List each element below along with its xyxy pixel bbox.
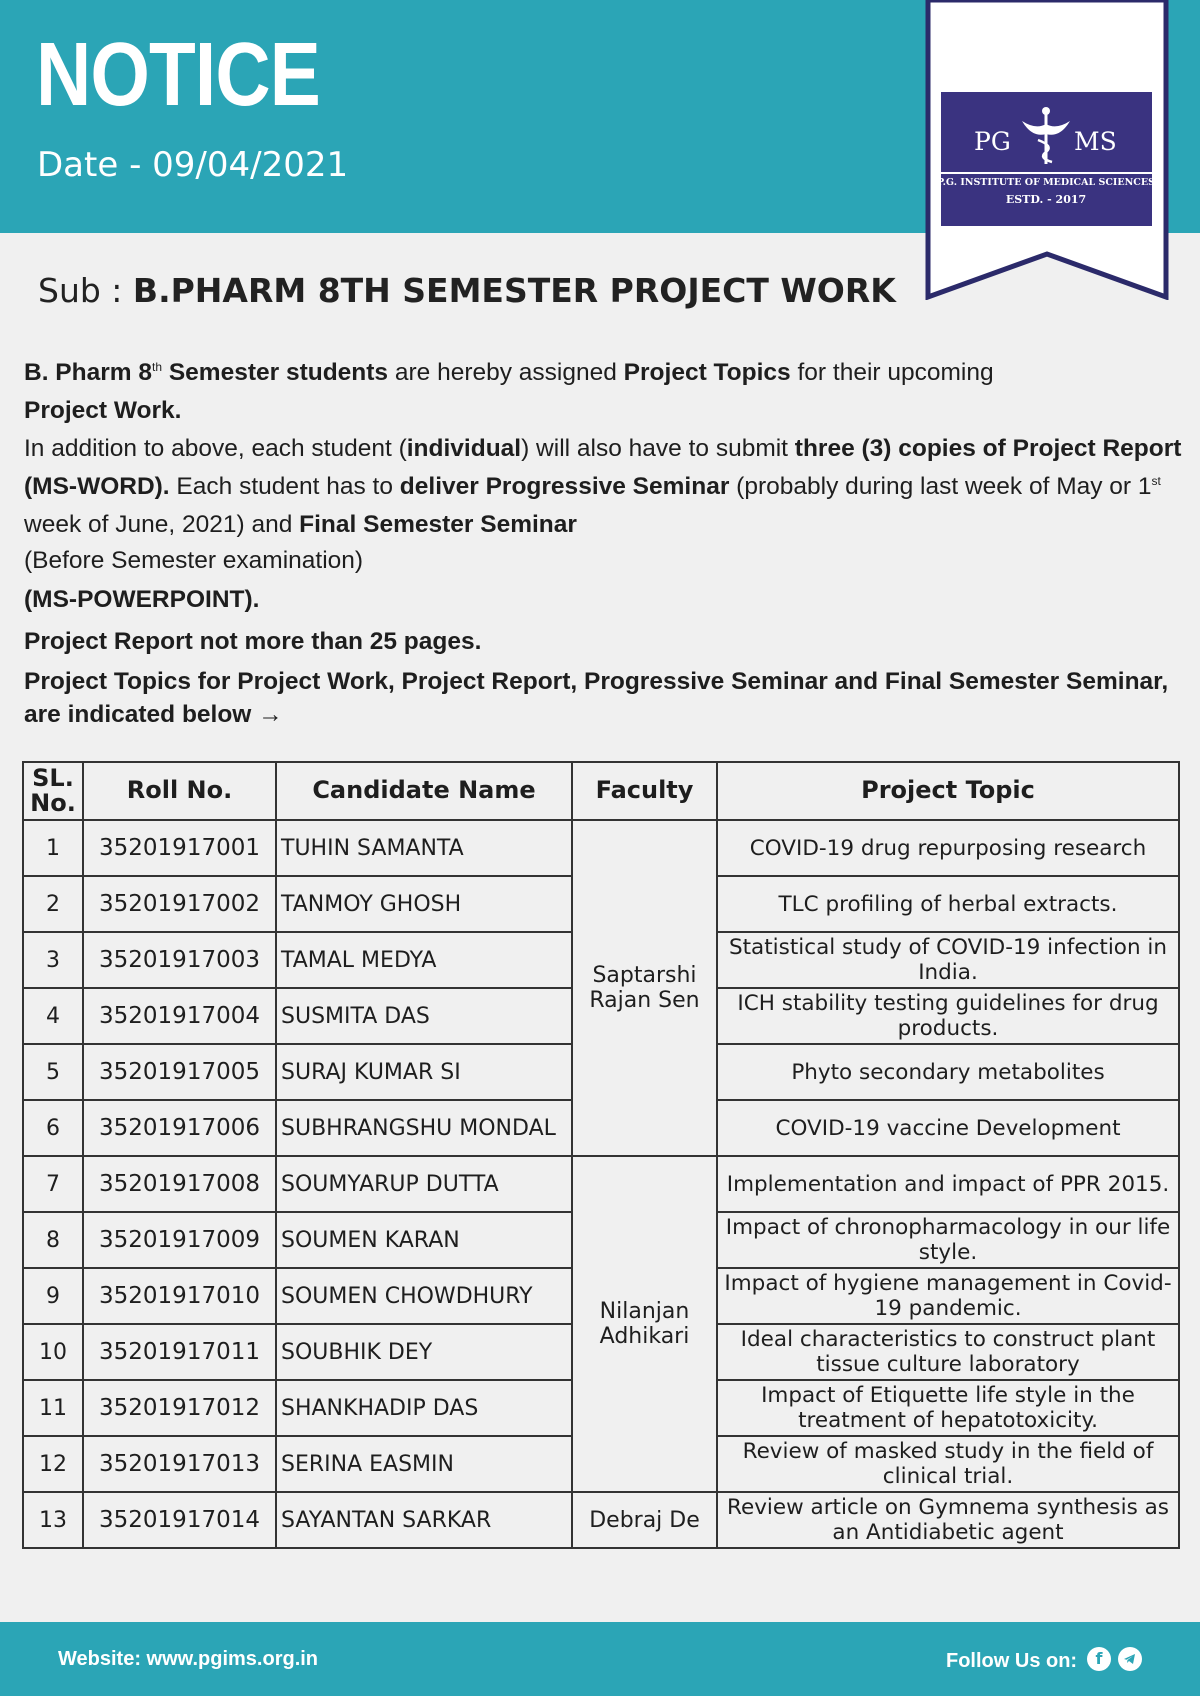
cell-sl: 10 [23, 1324, 83, 1380]
cell-roll: 35201917011 [83, 1324, 276, 1380]
cell-sl: 1 [23, 820, 83, 876]
follow-us-label: Follow Us on: [946, 1650, 1078, 1672]
cell-sl: 2 [23, 876, 83, 932]
cell-sl: 5 [23, 1044, 83, 1100]
cell-name: SURAJ KUMAR SI [276, 1044, 572, 1100]
text: for their upcoming [790, 359, 994, 386]
text: (probably during last week of May or 1 [729, 473, 1152, 500]
cell-name: TAMAL MEDYA [276, 932, 572, 988]
cell-sl: 3 [23, 932, 83, 988]
paragraph-page-limit [24, 623, 1184, 661]
superscript: th [152, 359, 163, 374]
cell-topic: Impact of chronopharmacology in our life style. [717, 1212, 1179, 1268]
table-row [23, 1492, 1179, 1548]
text-bold: B. Pharm 8 [24, 359, 152, 386]
text-bold: Project Report not more than 25 pages. [24, 628, 482, 655]
logo-text-left: PG [974, 127, 1011, 156]
header-roll-no: Roll No. [83, 762, 276, 820]
project-topics-table [22, 761, 1180, 1549]
cell-sl: 8 [23, 1212, 83, 1268]
subject-prefix: Sub : [38, 271, 133, 310]
header-faculty: Faculty [572, 762, 717, 820]
cell-topic: Impact of hygiene management in Covid-19 pandemic. [717, 1268, 1179, 1324]
cell-sl: 13 [23, 1492, 83, 1548]
header-candidate-name: Candidate Name [276, 762, 572, 820]
cell-name: SAYANTAN SARKAR [276, 1492, 572, 1548]
cell-roll: 35201917014 [83, 1492, 276, 1548]
cell-roll: 35201917009 [83, 1212, 276, 1268]
cell-roll: 35201917013 [83, 1436, 276, 1492]
cell-faculty: Debraj De [572, 1492, 717, 1548]
text: ) will also have to submit [521, 435, 795, 462]
cell-roll: 35201917002 [83, 876, 276, 932]
paragraph-topics-intro [24, 665, 1184, 731]
text-bold: deliver Progressive Seminar [399, 473, 730, 500]
institute-name: P.G. INSTITUTE OF MEDICAL SCIENCES [937, 177, 1155, 188]
cell-name: SUSMITA DAS [276, 988, 572, 1044]
text: In addition to above, each student ( [24, 435, 407, 462]
cell-sl: 9 [23, 1268, 83, 1324]
notice-date: Date - 09/04/2021 [37, 145, 349, 185]
header-sl-no: SL. No. [23, 762, 83, 820]
cell-faculty: Saptarshi Rajan Sen [572, 820, 717, 1156]
cell-roll: 35201917001 [83, 820, 276, 876]
cell-name: SUBHRANGSHU MONDAL [276, 1100, 572, 1156]
cell-sl: 12 [23, 1436, 83, 1492]
cell-topic: TLC profiling of herbal extracts. [717, 876, 1179, 932]
cell-name: SOUMYARUP DUTTA [276, 1156, 572, 1212]
cell-roll: 35201917012 [83, 1380, 276, 1436]
footer-bar [0, 1622, 1200, 1696]
cell-topic: Review article on Gymnema synthesis as an Antidiabetic agent [717, 1492, 1179, 1548]
cell-name: SOUMEN KARAN [276, 1212, 572, 1268]
paragraph-assignment [24, 354, 1184, 430]
logo-text-right: MS [1074, 127, 1117, 156]
cell-topic: ICH stability testing guidelines for drug products. [717, 988, 1179, 1044]
cell-name: SHANKHADIP DAS [276, 1380, 572, 1436]
institute-badge [924, 0, 1170, 300]
cell-name: SOUBHIK DEY [276, 1324, 572, 1380]
cell-sl: 4 [23, 988, 83, 1044]
cell-topic: Phyto secondary metabolites [717, 1044, 1179, 1100]
facebook-icon[interactable]: f [1087, 1647, 1111, 1671]
cell-name: TUHIN SAMANTA [276, 820, 572, 876]
cell-roll: 35201917005 [83, 1044, 276, 1100]
cell-sl: 11 [23, 1380, 83, 1436]
cell-topic: Statistical study of COVID-19 infection in India. [717, 932, 1179, 988]
cell-topic: Implementation and impact of PPR 2015. [717, 1156, 1179, 1212]
cell-name: SOUMEN CHOWDHURY [276, 1268, 572, 1324]
cell-topic: Impact of Etiquette life style in the treatment of hepatotoxicity. [717, 1380, 1179, 1436]
text-bold: (MS-POWERPOINT). [24, 586, 260, 613]
website-link[interactable]: Website: www.pgims.org.in [58, 1648, 319, 1670]
cell-roll: 35201917006 [83, 1100, 276, 1156]
text-bold: Project Topics [623, 359, 791, 386]
table-header-row [23, 762, 1179, 820]
subject-text: B.PHARM 8TH SEMESTER PROJECT WORK [132, 271, 896, 310]
subject-line [38, 271, 896, 310]
cell-topic: COVID-19 vaccine Development [717, 1100, 1179, 1156]
text-bold: Project Work. [24, 397, 182, 424]
cell-sl: 7 [23, 1156, 83, 1212]
badge-ribbon [924, 0, 1170, 300]
text: Each student has to [169, 473, 400, 500]
text: week of June, 2021) and [24, 511, 300, 538]
text-bold: individual [406, 435, 522, 462]
cell-roll: 35201917004 [83, 988, 276, 1044]
cell-roll: 35201917003 [83, 932, 276, 988]
superscript: st [1151, 473, 1161, 488]
paragraph-submission [24, 430, 1184, 544]
cell-sl: 6 [23, 1100, 83, 1156]
notice-title: NOTICE [36, 25, 320, 125]
cell-topic: Ideal characteristics to construct plant tissue culture laboratory [717, 1324, 1179, 1380]
paragraph-powerpoint [24, 581, 1184, 619]
cell-roll: 35201917010 [83, 1268, 276, 1324]
cell-roll: 35201917008 [83, 1156, 276, 1212]
text-bold: Final Semester Seminar [299, 511, 577, 538]
cell-topic: COVID-19 drug repurposing research [717, 820, 1179, 876]
text: are hereby assigned [388, 359, 624, 386]
cell-faculty: Nilanjan Adhikari [572, 1156, 717, 1492]
established-year: ESTD. - 2017 [1005, 193, 1087, 206]
cell-topic: Review of masked study in the field of clinical trial. [717, 1436, 1179, 1492]
notice-body [24, 354, 1184, 731]
telegram-icon[interactable] [1118, 1647, 1142, 1671]
cell-name: SERINA EASMIN [276, 1436, 572, 1492]
cell-name: TANMOY GHOSH [276, 876, 572, 932]
table-row [23, 1156, 1179, 1212]
paragraph-before-exam: (Before Semester examination) [24, 547, 364, 574]
table-row [23, 820, 1179, 876]
header-project-topic: Project Topic [717, 762, 1179, 820]
text-bold: Project Topics for Project Work, Project Report, Progressive Seminar and Final Semester Seminar, are indicated below → [24, 668, 1169, 728]
text-bold: three (3) copies of Project Report (MS-WORD). [24, 435, 1182, 500]
text-bold: Semester students [162, 359, 389, 386]
